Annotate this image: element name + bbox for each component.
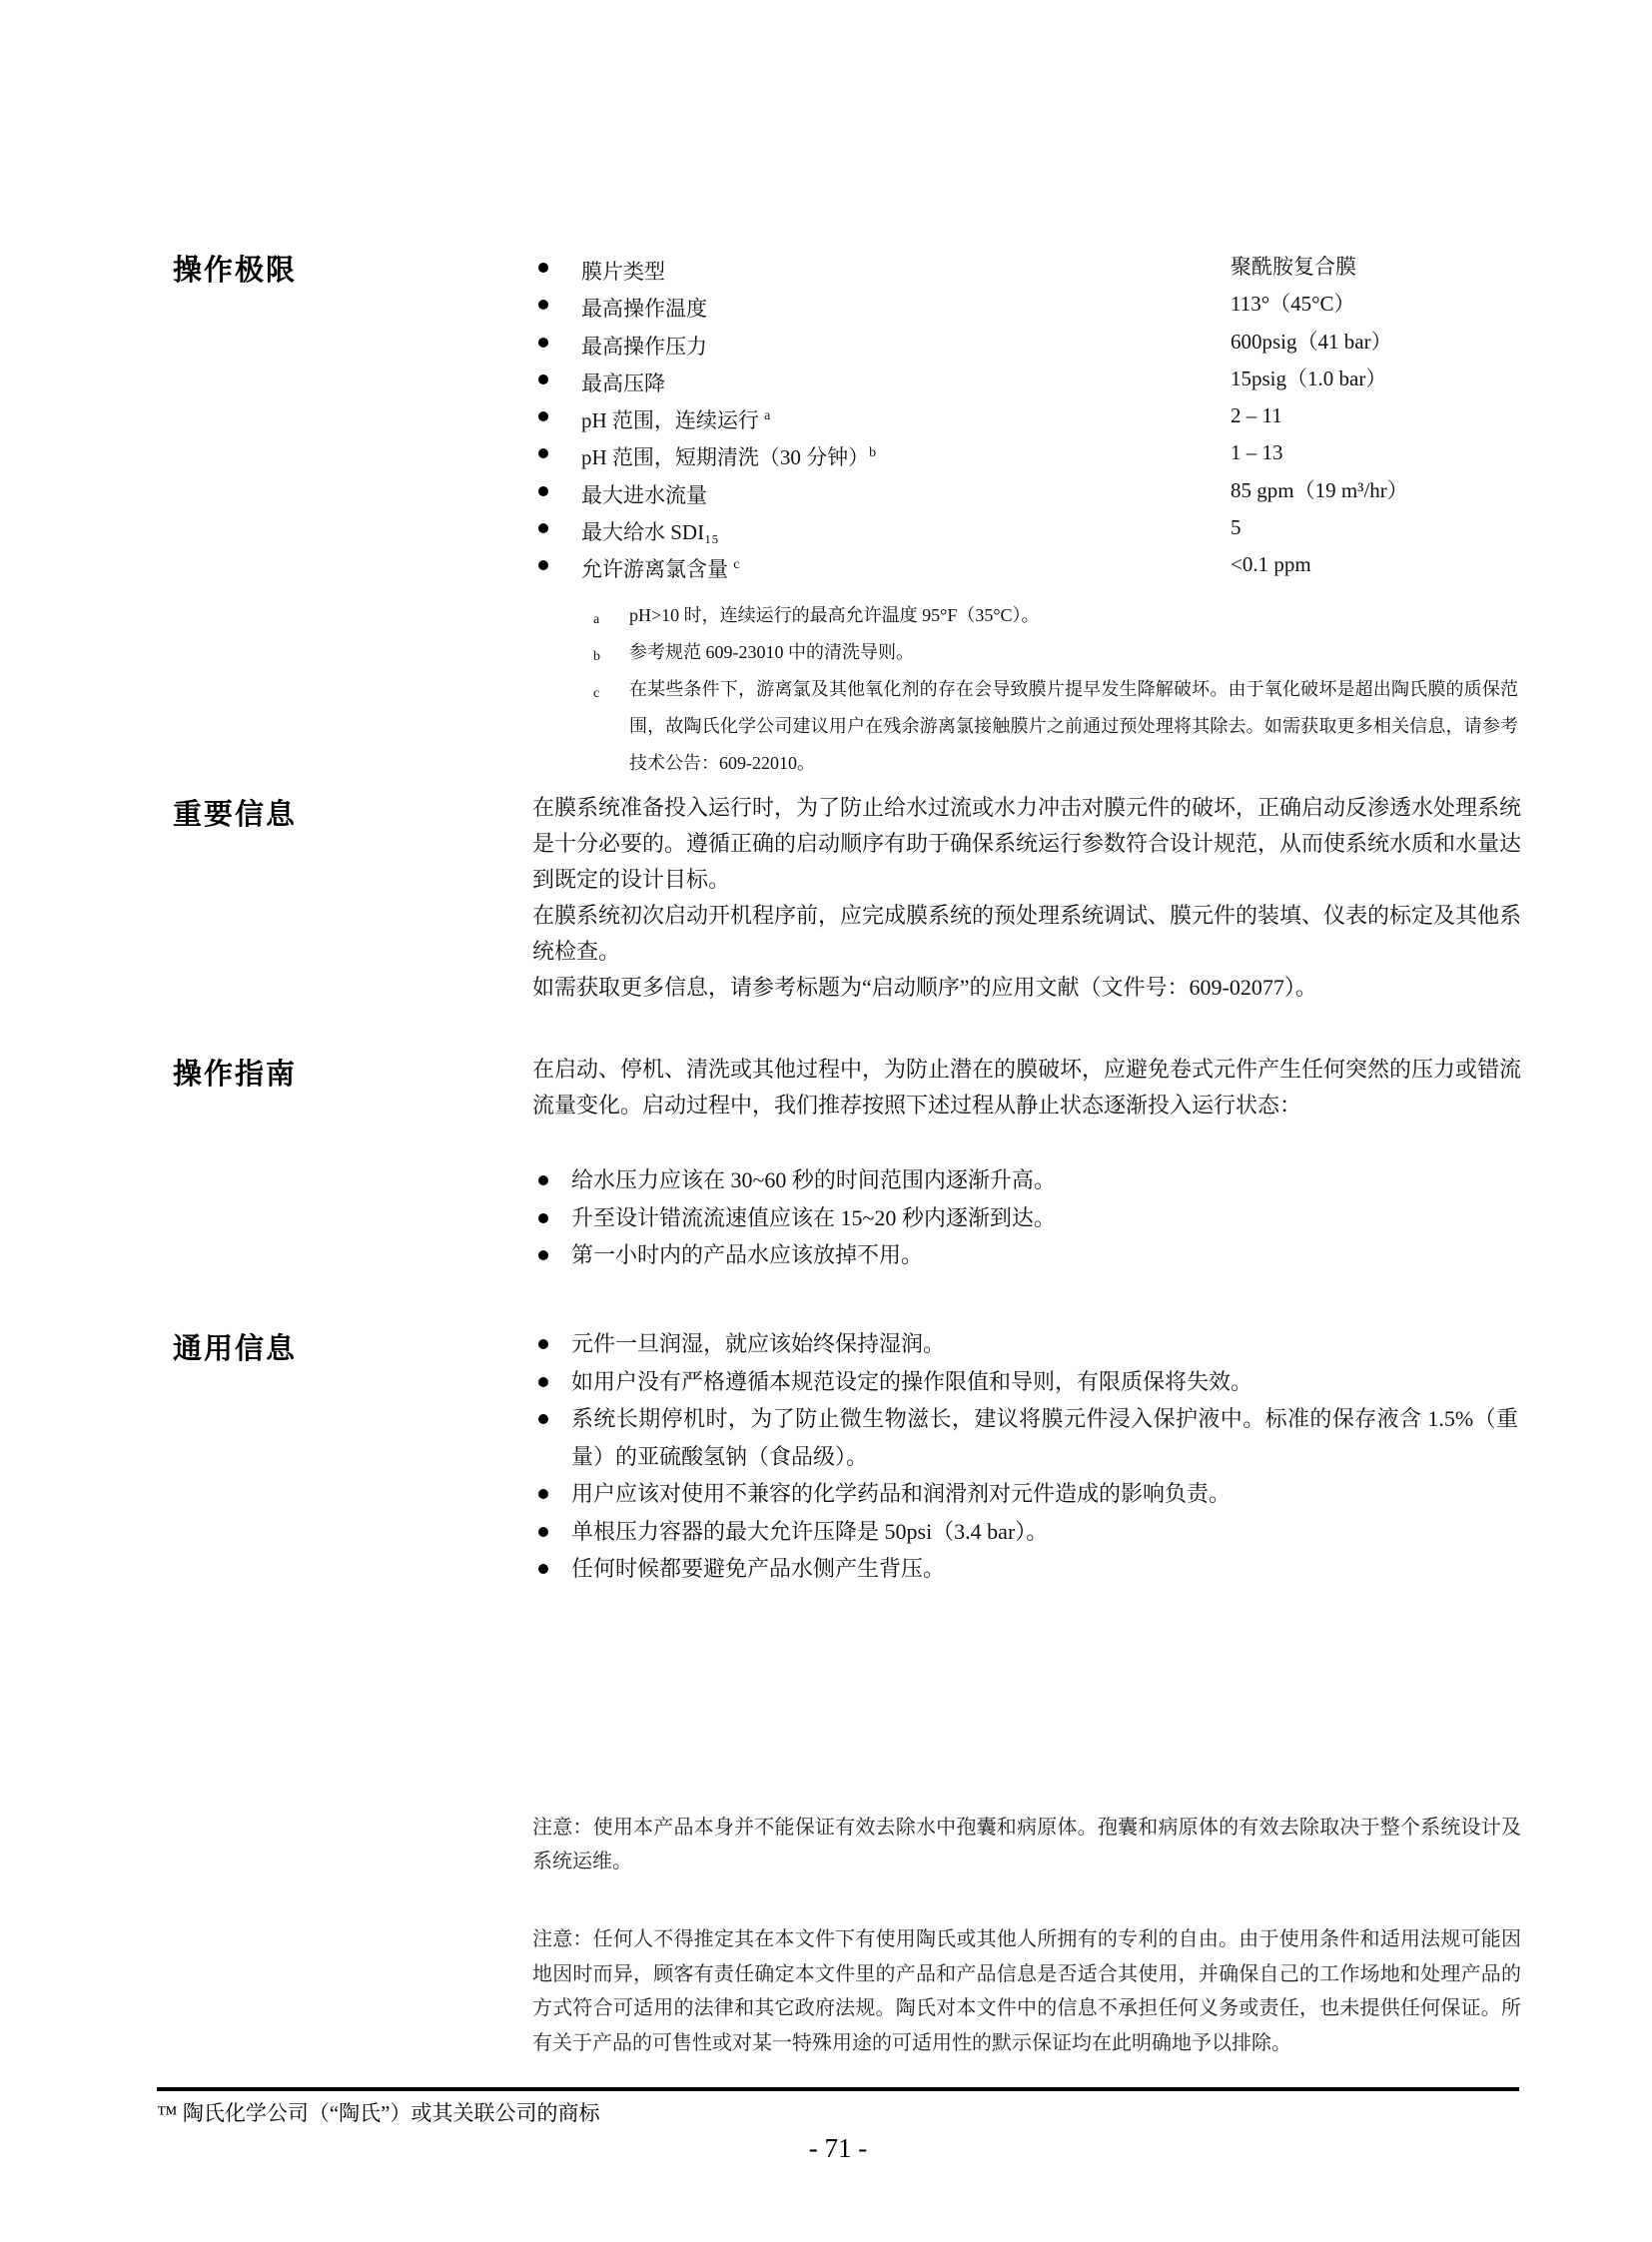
limit-label: 最高压降	[581, 371, 665, 395]
bullet-icon	[538, 338, 548, 348]
footnote-marker: c	[593, 686, 600, 701]
list-item	[532, 1550, 1518, 1588]
limit-row	[532, 434, 1571, 471]
limit-label: 最大给水 SDI₁₅	[581, 520, 719, 545]
footnote-a	[532, 597, 1518, 634]
bullet-icon	[538, 300, 548, 310]
list-item-text: 升至设计错流流速值应该在 15~20 秒内逐渐到达。	[571, 1204, 1056, 1230]
footer-trademark: ™ 陶氏化学公司（“陶氏”）或其关联公司的商标	[157, 2101, 600, 2125]
limit-row	[532, 286, 1571, 323]
list-item-text: 单根压力容器的最大允许压降是 50psi（3.4 bar）。	[571, 1518, 1049, 1544]
bullet-icon	[538, 523, 548, 533]
list-item	[532, 1400, 1518, 1475]
paragraph: 在膜系统准备投入运行时，为了防止给水过流或水力冲击对膜元件的破坏，正确启动反渗透水处理系统是十分必要的。遵循正确的启动顺序有助于确保系统运行参数符合设计规范，从而使系统水质和水量达到既定的设计目标。	[532, 795, 1522, 892]
section-title-important-info: 重要信息	[173, 799, 298, 831]
paragraph: 在启动、停机、清洗或其他过程中，为防止潜在的膜破坏，应避免卷式元件产生任何突然的压力或错流流量变化。启动过程中，我们推荐按照下述过程从静止状态逐渐投入运行状态：	[532, 1057, 1522, 1118]
bullet-icon	[538, 448, 548, 458]
paragraph: 在膜系统初次启动开机程序前，应完成膜系统的预处理系统调试、膜元件的装填、仪表的标定及其他系统检查。	[532, 903, 1522, 964]
section-title-general-info: 通用信息	[173, 1333, 298, 1365]
bullet-icon	[538, 263, 548, 273]
limit-label: 最高操作压力	[581, 334, 707, 359]
list-item	[532, 1161, 1518, 1199]
list-item	[532, 1363, 1518, 1401]
bullet-icon	[538, 1213, 548, 1223]
footnote-text: 在某些条件下，游离氯及其他氧化剂的存在会导致膜片提早发生降解破坏。由于氧化破坏是超出陶氏膜的质保范围，故陶氏化学公司建议用户在残余游离氯接触膜片之前通过预处理将其除去。如需获取更多相关信息，请参考技术公告：609-22010。	[629, 679, 1518, 773]
limit-label: 膜片类型	[581, 260, 665, 284]
list-item-text: 元件一旦润湿，就应该始终保持湿润。	[571, 1331, 946, 1356]
footnote-b	[532, 634, 1518, 671]
limit-value: 15psig（1.0 bar）	[1231, 366, 1387, 390]
limit-value: 5	[1231, 515, 1241, 540]
limit-value: 聚酰胺复合膜	[1231, 255, 1356, 279]
bullet-icon	[538, 1377, 548, 1387]
section-title-operating-limits: 操作极限	[173, 255, 298, 287]
limit-row	[532, 249, 1571, 286]
bullet-icon	[538, 1414, 548, 1424]
bullet-icon	[538, 560, 548, 570]
list-item	[532, 1513, 1518, 1551]
list-item-text: 给水压力应该在 30~60 秒的时间范围内逐渐升高。	[571, 1167, 1056, 1192]
general-info-list	[532, 1325, 1518, 1588]
list-item-text: 第一小时内的产品水应该放掉不用。	[571, 1242, 924, 1267]
bullet-icon	[538, 1339, 548, 1349]
footer-divider	[157, 2087, 1519, 2091]
list-item	[532, 1236, 1518, 1274]
operation-guide-list	[532, 1161, 1518, 1274]
limit-row	[532, 397, 1571, 434]
limit-row	[532, 472, 1571, 509]
footnote-text: pH>10 时，连续运行的最高允许温度 95°F（35°C）。	[629, 605, 1040, 625]
operating-limits-list	[532, 249, 1571, 584]
limit-label: 最大进水流量	[581, 482, 707, 507]
limit-value: <0.1 ppm	[1231, 552, 1311, 577]
limit-value: 2 – 11	[1231, 403, 1282, 428]
limit-value: 1 – 13	[1231, 440, 1283, 465]
note-pathogen-disclaimer: 注意：使用本产品本身并不能保证有效去除水中孢囊和病原体。孢囊和病原体的有效去除取决于整个系统设计及系统运维。	[532, 1817, 1521, 1872]
list-item-text: 如用户没有严格遵循本规范设定的操作限值和导则，有限质保将失效。	[571, 1368, 1253, 1394]
limit-row	[532, 361, 1571, 397]
bullet-icon	[538, 411, 548, 421]
footnote-marker: b	[593, 649, 600, 664]
section-title-operation-guide: 操作指南	[173, 1059, 298, 1091]
list-item	[532, 1475, 1518, 1513]
list-item-text: 用户应该对使用不兼容的化学药品和润滑剂对元件造成的影响负责。	[571, 1481, 1232, 1506]
important-info-body	[532, 790, 1521, 1006]
footnote-c	[532, 671, 1518, 782]
bullet-icon	[538, 1250, 548, 1260]
bullet-icon	[538, 1175, 548, 1185]
footnotes	[532, 597, 1518, 782]
page-number: - 71 -	[808, 2133, 868, 2163]
bullet-icon	[538, 1489, 548, 1499]
footnote-text: 参考规范 609-23010 中的清洗导则。	[629, 642, 914, 662]
paragraph: 如需获取更多信息，请参考标题为“启动顺序”的应用文献（文件号：609-02077）。	[532, 975, 1317, 1000]
limit-row	[532, 324, 1571, 361]
operation-guide-intro	[532, 1052, 1521, 1123]
list-item	[532, 1199, 1518, 1237]
footnote-ref-b: b	[869, 445, 877, 461]
bullet-icon	[538, 1527, 548, 1537]
limit-label: pH 范围，连续运行 $^a$	[581, 408, 771, 433]
footnote-marker: a	[593, 612, 600, 627]
limit-row	[532, 509, 1571, 546]
limit-value: 85 gpm（19 m³/hr）	[1231, 477, 1408, 502]
limit-label: pH 范围，短期清洗（30 分钟）$^b$	[581, 445, 877, 470]
bullet-icon	[538, 486, 548, 496]
list-item-text: 系统长期停机时，为了防止微生物滋长，建议将膜元件浸入保护液中。标准的保存液含 1.5%（重量）的亚硫酸氢钠（食品级）。	[571, 1406, 1518, 1469]
limit-label: 最高操作温度	[581, 297, 707, 322]
list-item	[532, 1325, 1518, 1363]
limit-value: 600psig（41 bar）	[1231, 329, 1392, 354]
bullet-icon	[538, 1564, 548, 1574]
limit-value: 113°（45°C）	[1231, 292, 1355, 317]
footnote-ref-c: c	[733, 557, 740, 573]
list-item-text: 任何时候都要避免产品水侧产生背压。	[571, 1556, 946, 1581]
note-legal-disclaimer: 注意：任何人不得推定其在本文件下有使用陶氏或其他人所拥有的专利的自由。由于使用条件和适用法规可能因地因时而异，顾客有责任确定本文件里的产品和产品信息是否适合其使用，并确保自己的工作场地和处理产品的方式符合可适用的法律和其它政府法规。陶氏对本文件中的信息不承担任何义务或责任，也未提供任何保证。所有关于产品的可售性或对某一特殊用途的可适用性的默示保证均在此明确地予以排除。	[532, 1928, 1521, 2054]
bullet-icon	[538, 374, 548, 384]
limit-row	[532, 546, 1571, 583]
limit-label: 允许游离氯含量 $^c$	[581, 557, 740, 582]
footnote-ref-a: a	[764, 408, 771, 424]
